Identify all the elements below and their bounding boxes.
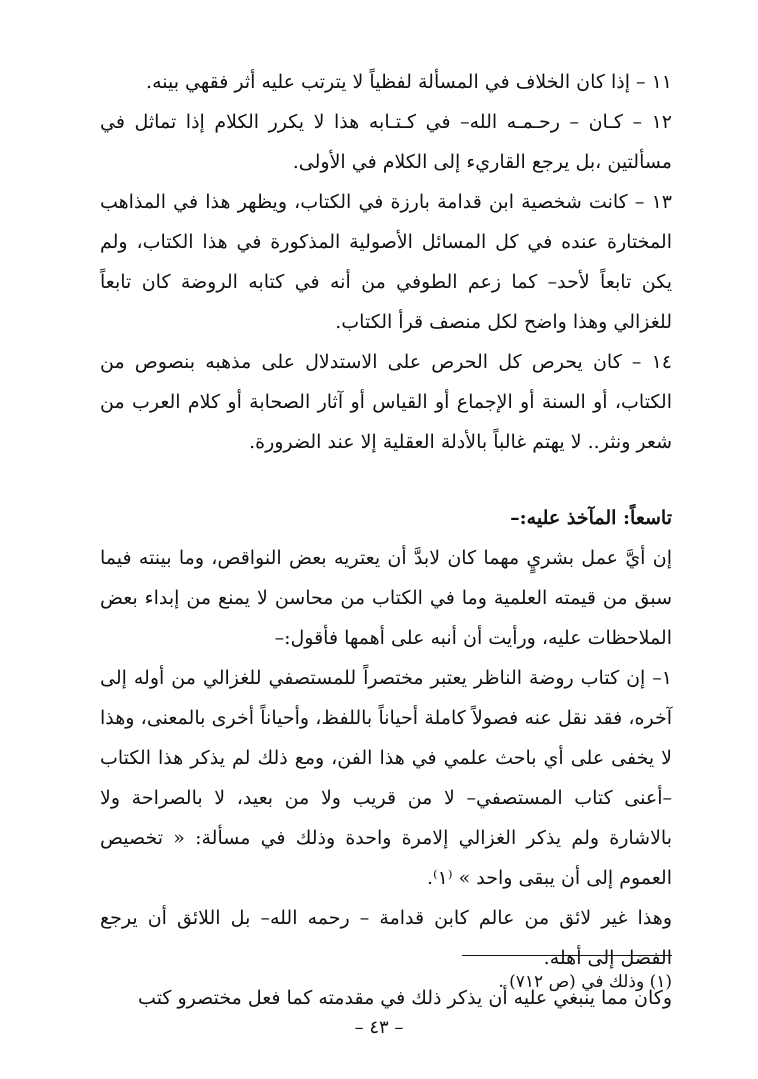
footnote: (١) وذلك في (ص ٧١٢) . <box>498 972 672 992</box>
section-gap <box>100 462 672 498</box>
page-number: – ٤٣ – <box>354 1017 404 1038</box>
body-text <box>100 62 672 1018</box>
point-1-continuation: وهذا غير لائق من عالم كابن قدامة – رحمه الله– بل اللائق أن يرجع الفضل إلى أهله. <box>100 907 672 969</box>
point-1-continuation-2: وكان مما ينبغي عليه أن يذكر ذلك في مقدمته كما فعل مختصرو كتب <box>138 987 672 1009</box>
list-item-13: ١٣ – كانت شخصية ابن قدامة بارزة في الكتاب، ويظهر هذا في المذاهب المختارة عنده في كل المسائل الأصولية المذكورة في هذا الكتاب، ولم يكن تابعاً لأحد– كما زعم الطوفي من أنه في كتابه الروضة كان تابعاً للغزالي وهذا واضح لكل منصف قرأ الكتاب. <box>100 191 672 333</box>
point-1: ١– إن كتاب روضة الناظر يعتبر مختصراً للمستصفي للغزالي من أوله إلى آخره، فقد نقل عنه فصولاً كاملة أحياناً باللفظ، وأحياناً أخرى بالمعنى، وهذا لا يخفى على أي باحث علمي في هذا الفن، ومع ذلك لم يذكر هذا الكتاب –أعنى كتاب المستصفي– لا من قريب ولا من بعيد، لا بالصراحة ولا بالاشارة ولم يذكر الغزالي إلامرة واحدة وذلك في مسألة: « تخصيص العموم إلى أن يبقى واحد » ⁽١⁾. <box>100 667 672 889</box>
list-item-11: ١١ – إذا كان الخلاف في المسألة لفظياً لا يترتب عليه أثر فقهي بينه. <box>146 71 672 93</box>
intro-paragraph: إن أيَّ عمل بشريٍ مهما كان لابدَّ أن يعتريه بعض النواقص، وما بينته فيما سبق من قيمته العلمية وما في الكتاب من محاسن لا يمنع من إبداء بعض الملاحظات عليه، ورأيت أن أنبه على أهمها فأقول:– <box>100 547 672 649</box>
section-heading: تاسعاً: المآخذ عليه:– <box>510 507 672 529</box>
footnote-divider <box>462 955 672 956</box>
list-item-14: ١٤ – كان يحرص كل الحرص على الاستدلال على مذهبه بنصوص من الكتاب، أو السنة أو الإجماع أو القياس أو آثار الصحابة أو كلام العرب من شعر ونثر.. لا يهتم غالباً بالأدلة العقلية إلا عند الضرورة. <box>100 351 672 453</box>
list-item-12: ١٢ – كـان – رحـمـه الله– في كـتـابه هذا لا يكرر الكلام إذا تماثل في مسألتين ،بل يرجع القاريء إلى الكلام في الأولى. <box>100 111 672 173</box>
